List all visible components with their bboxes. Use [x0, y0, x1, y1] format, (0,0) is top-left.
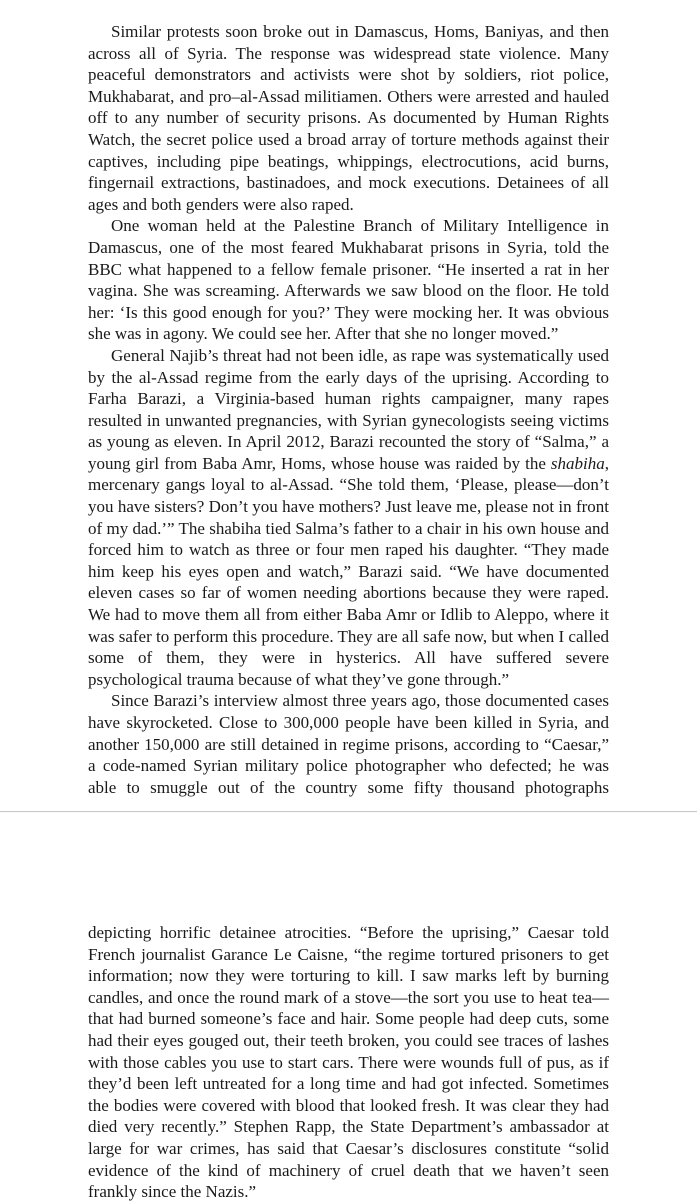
paragraph-barazi-part2: , mercenary gangs loyal to al-Assad. “She told them, ‘Please, please—don’t you have sisters? Don’t you have mothers? Just leave me, please not in front of my dad.’” The shabiha tied Salma’s father to a chair in his own house and forced him to watch as three or four men raped his daughter. “They made him keep his eyes open and watch,” Barazi said. “We have documented eleven cases so far of women needing abortions because they were raped. We had to move them all from either Baba Amr or Idlib to Aleppo, where it was safer to perform this procedure. They are all safe now, but when I called some of them, they were in hysterics. All have suffered severe psychological trauma because of what they’ve gone through.”: [88, 453, 609, 689]
paragraph-bbc-testimony: One woman held at the Palestine Branch of Military Intelligence in Damascus, one of the most feared Mukhabarat prisons in Syria, told the BBC what happened to a fellow female prisoner. “He inserted a rat in her vagina. She was screaming. Afterwards we saw blood on the floor. He told her: ‘Is this good enough for you?’ They were mocking her. It was obvious she was in agony. We could see her. After that she no longer moved.”: [88, 216, 609, 344]
paragraph-barazi-part1: General Najib’s threat had not been idle, as rape was systematically used by the al-Assad regime from the early days of the uprising. According to Farha Barazi, a Virginia-based human rights campaigner, many rapes resulted in unwanted pregnancies, with Syrian gynecologists seeing victims as young as eleven. In April 2012, Barazi recounted the story of “Salma,” a young girl from Baba Amr, Homs, whose house was raided by the: [88, 345, 609, 473]
paragraph-barazi-italic-term: shabiha: [550, 453, 605, 473]
paragraph-barazi: [88, 345, 609, 691]
book-page-bottom: [0, 813, 697, 1200]
paragraph-protests: Similar protests soon broke out in Damascus, Homs, Baniyas, and then across all of Syria. The response was widespread state violence. Many peaceful demonstrators and activists were shot by soldiers, riot police, Mukhabarat, and pro–al-Assad militiamen. Others were arrested and hauled off to any number of security prisons. As documented by Human Rights Watch, the secret police used a broad array of torture methods against their captives, including pipe beatings, whippings, electrocutions, acid burns, fingernail extractions, bastinadoes, and mock executions. Detainees of all ages and both genders were also raped.: [88, 22, 609, 214]
page-divider: [0, 811, 697, 812]
body-text: [88, 922, 609, 1203]
paragraph-caesar-intro: Since Barazi’s interview almost three years ago, those documented cases have skyrocketed. Close to 300,000 people have been killed in Syria, and another 150,000 are still detained in regime prisons, according to “Caesar,” a code-named Syrian military police photographer who defected; he was able to smuggle out of the country some fifty thousand photographs: [88, 691, 609, 797]
body-text: [88, 21, 609, 798]
paragraph-caesar-testimony: depicting horrific detainee atrocities. “Before the uprising,” Caesar told French journalist Garance Le Caisne, “the regime tortured prisoners to get information; now they were torturing to kill. I saw marks left by burning candles, and once the round mark of a stove—the sort you use to heat tea—that had burned someone’s face and hair. Some people had deep cuts, some had their eyes gouged out, their teeth broken, you could see traces of lashes with those cables you use to start cars. There were wounds full of pus, as if they’d been left untreated for a long time and had got infected. Sometimes the bodies were covered with blood that looked fresh. It was clear they had died very recently.” Stephen Rapp, the State Department’s ambassador at large for war crimes, has said that Caesar’s disclosures constitute “solid evidence of the kind of machinery of cruel death that we haven’t seen frankly since the Nazis.”: [88, 923, 609, 1202]
